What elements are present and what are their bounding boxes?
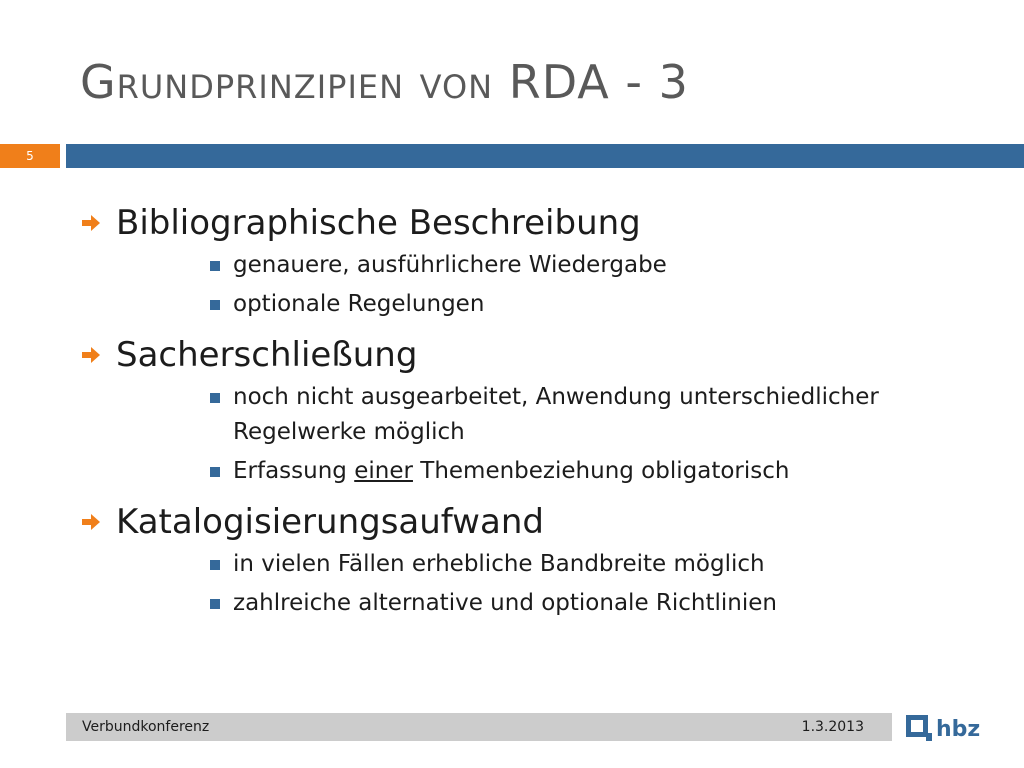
list-item [210, 586, 1010, 621]
slide-content [80, 198, 1010, 629]
list-item-text: in vielen Fällen erhebliche Bandbreite möglich [233, 551, 765, 577]
list-item [210, 287, 1010, 322]
square-bullet-icon [210, 599, 220, 609]
list-item [210, 454, 1010, 489]
text-before: Erfassung [233, 458, 355, 484]
arrow-right-icon [80, 344, 102, 366]
section-katalogisierungsaufwand [80, 497, 1010, 621]
list-item-text: noch nicht ausgearbeitet, Anwendung unterschiedlicher Regelwerke möglich [233, 384, 879, 445]
slide-number: 5 [0, 144, 60, 168]
section-sacherschliessung [80, 330, 1010, 489]
main-bullet [80, 497, 1010, 547]
footer-event: Verbundkonferenz [82, 719, 210, 735]
footer-date: 1.3.2013 [801, 719, 864, 735]
section-heading: Sacherschließung [116, 335, 418, 375]
list-item [210, 547, 1010, 582]
section-heading: Katalogisierungsaufwand [116, 502, 544, 542]
footer-bar [66, 713, 892, 741]
list-item-text: optionale Regelungen [233, 291, 485, 317]
arrow-right-icon [80, 212, 102, 234]
text-after: Themenbeziehung obligatorisch [412, 458, 790, 484]
sub-list [210, 547, 1010, 621]
section-heading: Bibliographische Beschreibung [116, 203, 641, 243]
sub-list [210, 248, 1010, 322]
section-bibliographische-beschreibung [80, 198, 1010, 322]
list-item [210, 248, 1010, 283]
list-item-text [233, 454, 973, 489]
main-bullet [80, 198, 1010, 248]
header-band [66, 144, 1024, 168]
logo-text: hbz [936, 717, 981, 742]
list-item [210, 380, 1010, 450]
list-item-text: genauere, ausführlichere Wiedergabe [233, 252, 667, 278]
square-bullet-icon [210, 467, 220, 477]
list-item-text: zahlreiche alternative und optionale Richtlinien [233, 590, 777, 616]
sub-list [210, 380, 1010, 489]
underlined-word: einer [354, 458, 413, 484]
hbz-logo [902, 713, 986, 743]
main-bullet [80, 330, 1010, 380]
square-bullet-icon [210, 560, 220, 570]
arrow-right-icon [80, 511, 102, 533]
square-bullet-icon [210, 261, 220, 271]
slide-title: Grundprinzipien von RDA - 3 [80, 55, 689, 109]
square-bullet-icon [210, 393, 220, 403]
square-bullet-icon [210, 300, 220, 310]
